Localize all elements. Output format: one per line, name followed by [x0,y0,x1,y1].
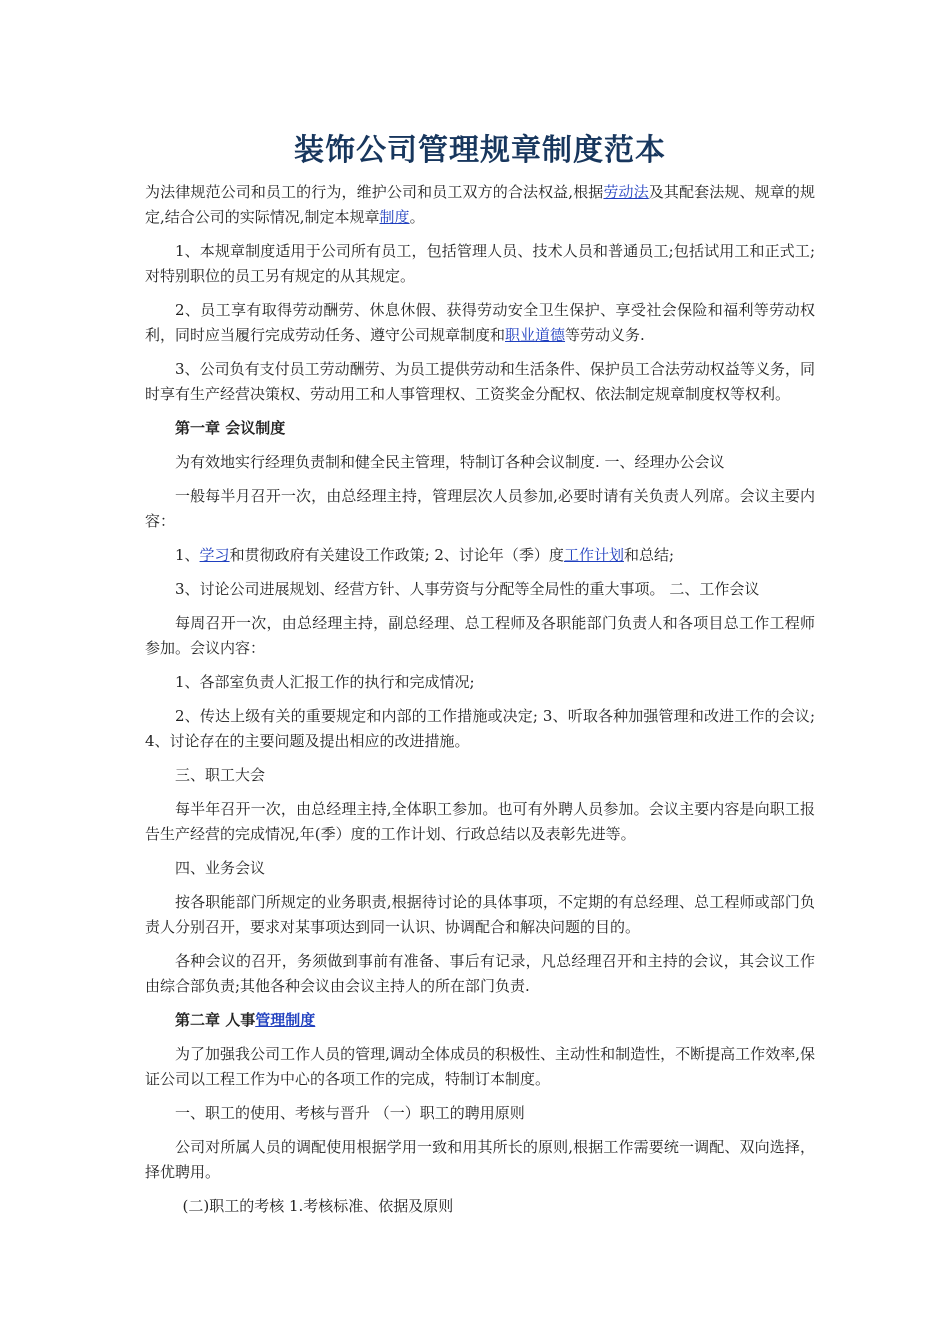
work-meeting-paragraph: 3、讨论公司进展规划、经营方针、人事劳资与分配等全局性的重大事项。 二、工作会议 [175,580,760,598]
staff-assembly-heading: 三、职工大会 [175,766,266,784]
management-system-link[interactable]: 管理制度 [255,1011,316,1029]
paragraph-obligations: 3、公司负有支付员工劳动酬劳、为员工提供劳动和生活条件、保护员工合法劳动权益等义务，同时享有生产经营决策权、劳动用工和人事管理权、工资奖金分配权、依法制定规章制度权等权利。 [145,360,815,403]
report-item-paragraph: 1、各部室负责人汇报工作的执行和完成情况; [175,673,475,691]
chapter-1-intro: 为有效地实行经理负责制和健全民主管理，特制订各种会议制度. 一、经理办公会议 [175,453,725,471]
meeting-items-paragraph [145,543,815,568]
chapter-2-text: 第二章 人事 [175,1011,256,1029]
intro-text-3: 。 [409,208,425,226]
paragraph-scope: 1、本规章制度适用于公司所有员工，包括管理人员、技术人员和普通员工;包括试用工和正式工;对特别职位的员工另有规定的从其规定。 [145,242,815,285]
employment-section-heading: 一、职工的使用、考核与晋升 （一）职工的聘用原则 [175,1104,525,1122]
system-link[interactable]: 制度 [379,208,410,226]
rights-text-2: 等劳动义务. [565,326,645,344]
document-page [145,128,815,1228]
study-link[interactable]: 学习 [199,546,230,564]
chapter-2-intro: 为了加强我公司工作人员的管理,调动全体成员的积极性、主动性和制造性，不断提高工作效率,保证公司以工程工作为中心的各项工作的完成，特制订本制度。 [145,1045,815,1088]
directive-item-paragraph: 2、传达上级有关的重要规定和内部的工作措施或决定; 3、听取各种加强管理和改进工作的会议; 4、讨论存在的主要问题及提出相应的改进措施。 [145,707,815,750]
business-meeting-heading: 四、业务会议 [175,859,266,877]
paragraph-rights [145,298,815,348]
chapter-1-heading: 第一章 会议制度 [175,419,286,437]
manager-meeting-paragraph: 一般每半月召开一次，由总经理主持，管理层次人员参加,必要时请有关负责人列席。会议主要内容： [145,487,815,530]
work-plan-link[interactable]: 工作计划 [563,546,624,564]
meeting-records-paragraph: 各种会议的召开，务须做到事前有准备、事后有记录，凡总经理召开和主持的会议，其会议工作由综合部负责;其他各种会议由会议主持人的所在部门负责. [145,952,815,995]
professional-ethics-link[interactable]: 职业道德 [505,326,566,344]
staff-assembly-paragraph: 每半年召开一次，由总经理主持,全体职工参加。也可有外聘人员参加。会议主要内容是向职工报告生产经营的完成情况,年(季）度的工作计划、行政总结以及表彰先进等。 [145,800,815,843]
weekly-meeting-paragraph: 每周召开一次，由总经理主持，副总经理、总工程师及各职能部门负责人和各项目总工作工程师参加。会议内容： [145,614,815,657]
rights-text-1: 2、员工享有取得劳动酬劳、休息休假、获得劳动安全卫生保护、享受社会保险和福利等劳动权利，同时应当履行完成劳动任务、遵守公司规章制度和 [145,301,815,344]
labor-law-link[interactable]: 劳动法 [603,183,649,201]
meeting-items-text-1: 1、 [175,546,200,564]
assessment-heading: (二)职工的考核 1.考核标准、依据及原则 [182,1197,454,1215]
intro-text-1: 为法律规范公司和员工的行为，维护公司和员工双方的合法权益,根据 [145,183,604,201]
business-meeting-paragraph: 按各职能部门所规定的业务职责,根据待讨论的具体事项，不定期的有总经理、总工程师或部门负责人分别召开，要求对某事项达到同一认识、协调配合和解决问题的目的。 [145,893,815,936]
meeting-items-text-2: 和贯彻政府有关建设工作政策; 2、讨论年（季）度 [229,546,564,564]
intro-paragraph [145,180,815,230]
document-title: 装饰公司管理规章制度范本 [294,133,666,168]
intro-text-2: 及其配套法规、规章的规定,结合公司的实际情况,制定本规章 [145,183,815,226]
meeting-items-text-3: 和总结; [623,546,675,564]
employment-principle-paragraph: 公司对所属人员的调配使用根据学用一致和用其所长的原则,根据工作需要统一调配、双向选择，择优聘用。 [145,1138,815,1181]
chapter-2-heading [145,1008,815,1033]
